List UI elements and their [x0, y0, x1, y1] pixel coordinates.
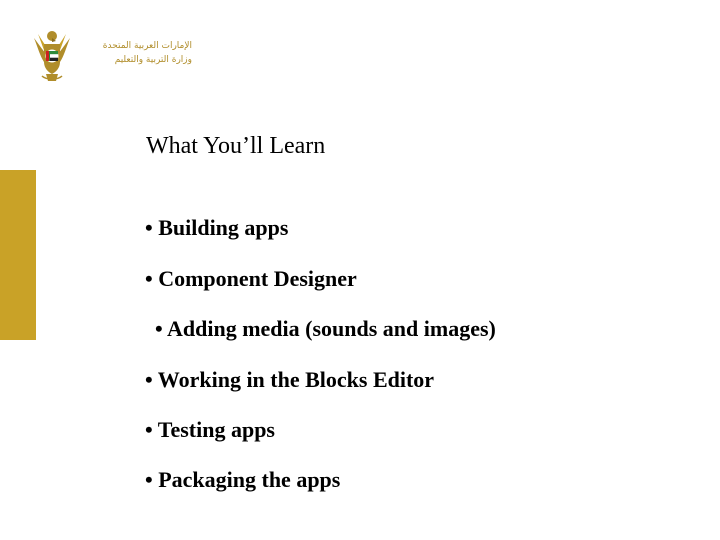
accent-bar: [0, 170, 36, 340]
bullet-item: • Working in the Blocks Editor: [145, 367, 435, 392]
ministry-logo: [30, 26, 192, 86]
falcon-emblem-icon: [30, 26, 74, 84]
bullet-item: • Packaging the apps: [145, 467, 341, 492]
bullet-item: • Building apps: [145, 215, 289, 240]
logo-text-country: الإمارات العربية المتحدة: [102, 41, 192, 51]
bullet-item: • Adding media (sounds and images): [155, 316, 496, 341]
logo-text-ministry: وزارة التربية والتعليم: [114, 55, 192, 65]
slide-title: What You’ll Learn: [146, 133, 326, 159]
bullet-item: • Testing apps: [145, 417, 275, 442]
bullet-item: • Component Designer: [145, 266, 357, 291]
